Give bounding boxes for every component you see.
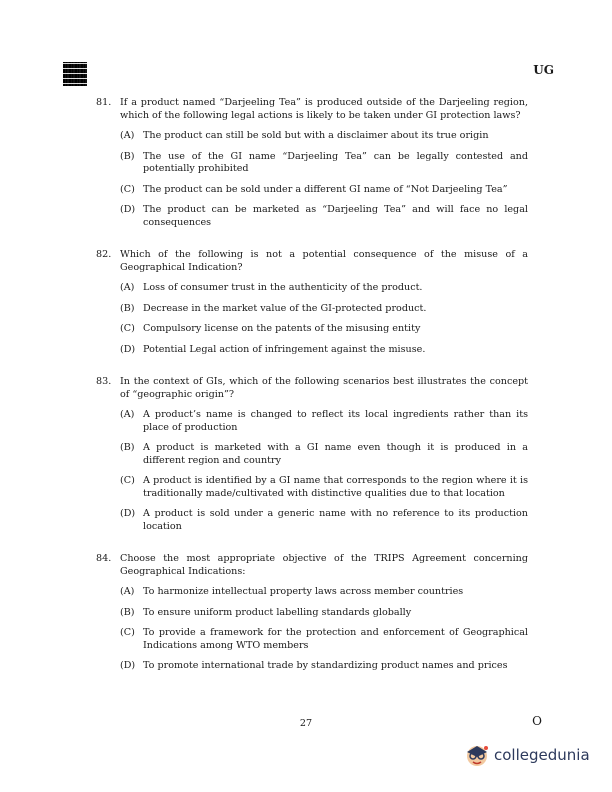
option-label: (A) [120,282,135,293]
option-label: (D) [120,343,136,355]
option [120,660,528,673]
question-number: 82. [96,249,112,260]
question-number: 81. [96,97,112,108]
question-number: 84. [96,553,112,564]
option-text: The product can be sold under a different GI name of “Not Darjeeling Tea” [143,183,508,195]
option [120,475,528,500]
option-text: To ensure uniform product labelling standards globally [143,606,412,618]
option-text: To harmonize intellectual property laws across member countries [143,586,464,597]
option-label: (B) [120,442,135,453]
option-text: A product is sold under a generic name with no reference to its production location [143,508,528,532]
option [120,204,528,229]
option-label: (A) [120,130,135,141]
option-label: (B) [120,606,135,618]
option [120,344,528,357]
question-list [96,96,528,692]
option-text: The use of the GI name “Darjeeling Tea” can be legally contested and potentially prohibited [143,150,528,174]
option-label: (C) [120,627,135,638]
option-text: Decrease in the market value of the GI-protected product. [143,302,427,314]
option-label: (C) [120,183,135,195]
option-label: (D) [120,508,136,519]
page-mark: O [532,714,542,728]
option-label: (A) [120,586,135,597]
option-label: (A) [120,409,135,420]
option [120,303,528,316]
option-text: A product is identified by a GI name that corresponds to the region where it is traditionally made/cultivated with distinctive qualities due to that location [143,475,528,499]
page-number: 27 [299,718,313,729]
collegedunia-logo [464,742,590,768]
question [96,248,528,356]
option-text: The product can still be sold but with a disclaimer about its true origin [143,130,489,141]
option-label: (B) [120,302,135,314]
option-text: A product is marketed with a GI name even though it is produced in a different region and country [143,442,528,466]
option [120,409,528,434]
option [120,607,528,620]
question-text: In the context of GIs, which of the following scenarios best illustrates the concept of “geographic origin”? [120,376,528,400]
option-text: A product’s name is changed to reflect its local ingredients rather than its place of production [143,409,528,433]
mascot-icon [464,742,490,768]
qr-code-icon [63,62,87,86]
question-number: 83. [96,376,112,387]
question [96,552,528,673]
option-text: The product can be marketed as “Darjeeling Tea” and will face no legal consequences [143,204,528,228]
option-text: To promote international trade by standardizing product names and prices [143,660,508,671]
option-label: (C) [120,475,135,486]
option [120,586,528,599]
option-label: (C) [120,323,135,334]
question-text: Choose the most appropriate objective of the TRIPS Agreement concerning Geographical Indications: [120,553,528,577]
option-text: Potential Legal action of infringement against the misuse. [143,343,426,355]
option [120,151,528,176]
option [120,282,528,295]
option [120,130,528,143]
option-text: Loss of consumer trust in the authenticity of the product. [143,282,423,293]
paper-code: UG [533,63,554,77]
option-label: (D) [120,660,136,671]
option-text: Compulsory license on the patents of the misusing entity [143,323,421,334]
option [120,508,528,533]
option [120,627,528,652]
question [96,375,528,533]
option [120,442,528,467]
question-text: Which of the following is not a potential consequence of the misuse of a Geographical Indication? [120,249,528,273]
option-label: (D) [120,204,136,215]
option [120,184,528,197]
question-text: If a product named “Darjeeling Tea” is produced outside of the Darjeeling region, which of the following legal actions is likely to be taken under GI protection laws? [120,97,528,121]
option-text: To provide a framework for the protection and enforcement of Geographical Indications among WTO members [143,627,528,651]
question [96,96,528,229]
option-label: (B) [120,150,135,162]
logo-text: collegedunia [494,746,590,764]
option [120,323,528,336]
